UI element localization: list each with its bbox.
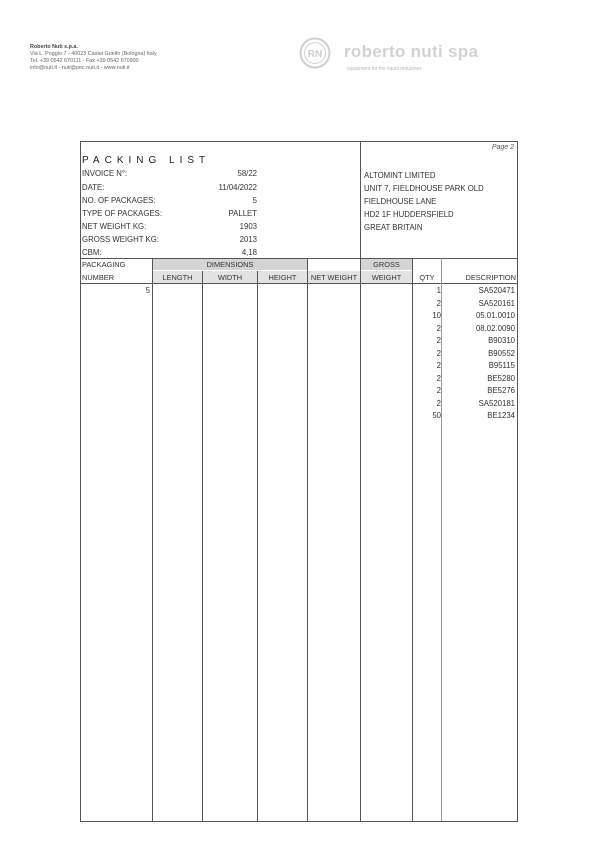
field-label-cbm: CBM: — [82, 248, 102, 257]
col-line — [360, 258, 361, 821]
row-description: SA520181 — [478, 399, 515, 408]
row-qty: 2 — [436, 324, 441, 333]
header-dimensions: DIMENSIONS — [206, 260, 254, 269]
company-address: Via L. Poggio 7 - 40023 Castel Guelfo (Bologna) Italy — [30, 51, 157, 57]
field-label-date: DATE: — [82, 183, 105, 192]
col-line — [152, 258, 153, 821]
brand-tagline: equipment for the liquid industries — [347, 66, 422, 72]
row-qty: 50 — [432, 411, 441, 420]
row-qty: 2 — [436, 386, 441, 395]
field-value-gross-weight: 2013 — [239, 235, 257, 244]
row-description: 08.02.0090 — [475, 324, 515, 333]
company-name: Roberto Nuti s.p.a. — [30, 44, 78, 50]
row-description: BE5280 — [487, 374, 515, 383]
header-gross-weight: WEIGHT — [371, 273, 402, 282]
header-qty: QTY — [419, 273, 435, 282]
table-header-bottom-line — [80, 283, 518, 284]
consignee-line: ALTOMINT LIMITED — [364, 171, 436, 180]
header-width: WIDTH — [217, 273, 243, 282]
company-logo-icon — [296, 37, 334, 69]
row-description: BE5276 — [487, 386, 515, 395]
header-height: HEIGHT — [268, 273, 297, 282]
field-label-gross-weight: GROSS WEIGHT KG: — [82, 235, 159, 244]
header-description: DESCRIPTION — [465, 273, 516, 282]
row-qty: 2 — [436, 349, 441, 358]
col-line — [257, 271, 258, 821]
field-label-type: TYPE OF PACKAGES: — [82, 209, 163, 218]
col-line — [307, 258, 308, 821]
row-qty: 2 — [436, 336, 441, 345]
package-number: 5 — [145, 286, 150, 295]
row-description: 05.01.0010 — [475, 311, 515, 320]
header-number: NUMBER — [82, 273, 115, 282]
brand-name: roberto nuti spa — [344, 42, 479, 61]
header-packaging: PACKAGING — [82, 260, 126, 269]
field-label-invoice: INVOICE N°: — [82, 169, 128, 178]
company-web: info@nuti.it - nuti@pec.nuti.it - www.nuti.it — [30, 65, 130, 71]
field-value-date: 11/04/2022 — [218, 183, 257, 192]
row-qty: 2 — [436, 299, 441, 308]
header-gross: GROSS — [373, 260, 400, 269]
row-qty: 2 — [436, 399, 441, 408]
row-qty: 10 — [432, 311, 441, 320]
header-divider — [360, 141, 361, 259]
field-value-invoice: 58/22 — [237, 169, 257, 178]
consignee-line: GREAT BRITAIN — [364, 223, 423, 232]
company-contact: Tel. +39 0542 670111 - Fax +39 0542 670900 — [30, 58, 139, 64]
logo-letters: RN — [307, 49, 323, 60]
row-description: B90552 — [488, 349, 515, 358]
field-label-net-weight: NET WEIGHT KG: — [82, 222, 147, 231]
header-net-weight: NET WEIGHT — [310, 273, 358, 282]
header-length: LENGTH — [162, 273, 193, 282]
consignee-line: FIELDHOUSE LANE — [364, 197, 437, 206]
col-line — [202, 271, 203, 821]
field-value-cbm: 4,18 — [241, 248, 257, 257]
field-value-type: PALLET — [228, 209, 257, 218]
field-label-packages: NO. OF PACKAGES: — [82, 196, 156, 205]
row-qty: 2 — [436, 374, 441, 383]
consignee-line: UNIT 7, FIELDHOUSE PARK OLD — [364, 184, 484, 193]
document-title: PACKING LIST — [82, 155, 211, 166]
row-qty: 1 — [436, 286, 441, 295]
row-description: SA520471 — [478, 286, 515, 295]
row-qty: 2 — [436, 361, 441, 370]
row-description: B90310 — [488, 336, 515, 345]
field-value-packages: 5 — [252, 196, 257, 205]
page-label: Page 2 — [491, 144, 514, 151]
field-value-net-weight: 1903 — [239, 222, 257, 231]
row-description: BE1234 — [487, 411, 515, 420]
company-info — [30, 44, 157, 72]
row-description: SA520161 — [478, 299, 515, 308]
consignee-line: HD2 1F HUDDERSFIELD — [364, 210, 454, 219]
row-description: B95115 — [488, 361, 515, 370]
